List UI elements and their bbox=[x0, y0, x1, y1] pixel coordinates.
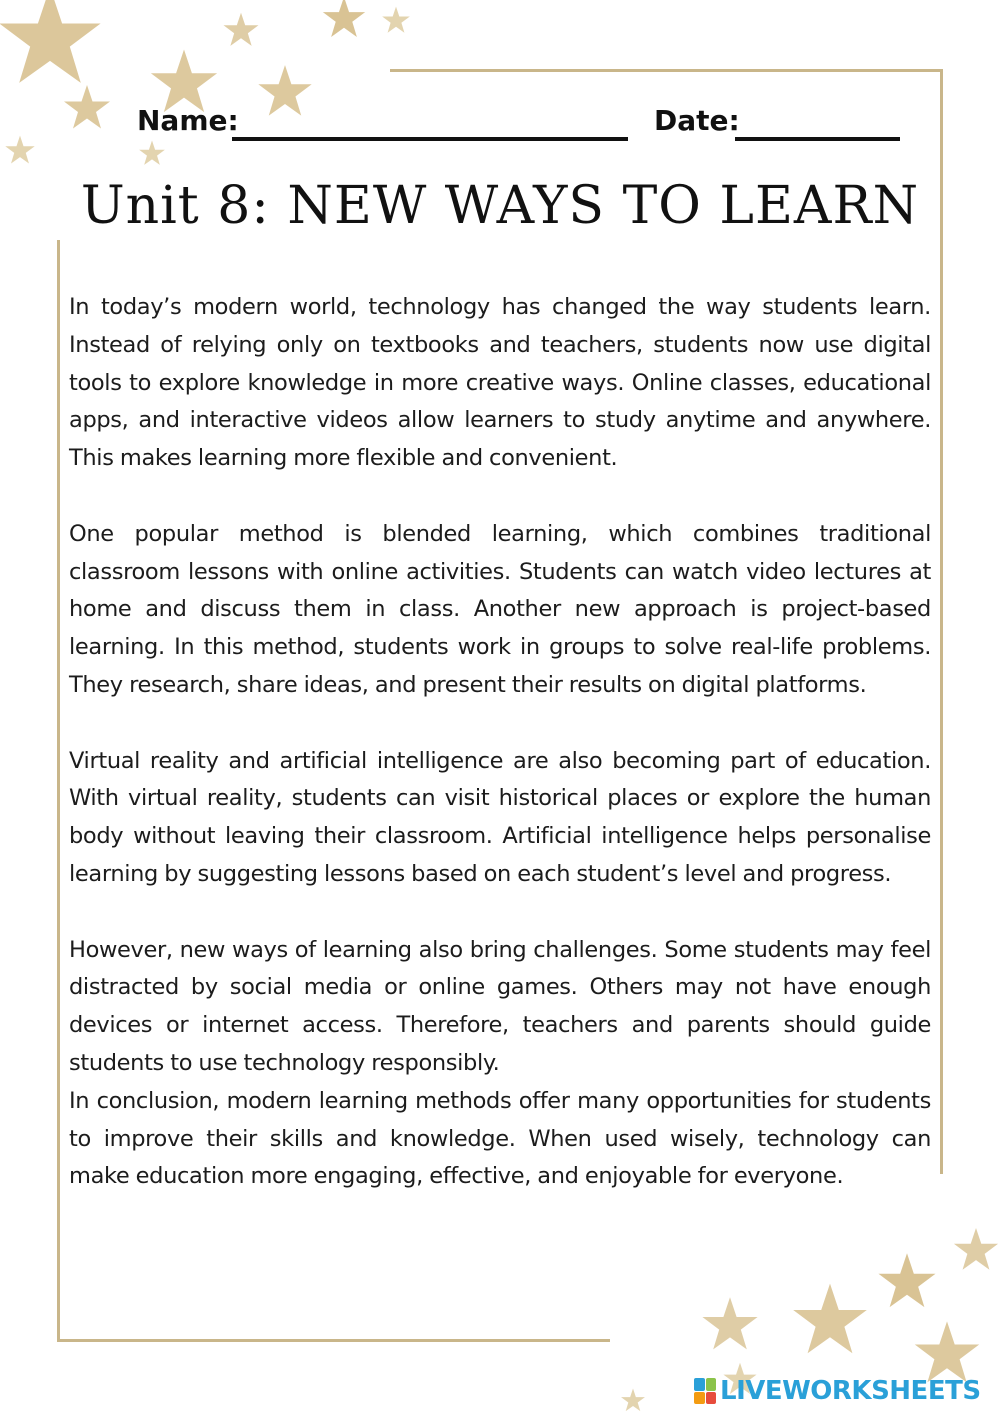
star-icon bbox=[4, 135, 36, 167]
star-icon bbox=[790, 1282, 870, 1362]
paragraph: Virtual reality and artificial intelligence are also becoming part of education. With virtual reality, students can visit historical places or explore the human body without leaving their classroom. Artificial intelligence helps personalise learning by suggesting lessons based on each student’s level and progress. bbox=[69, 747, 931, 887]
reading-passage bbox=[69, 289, 931, 1196]
star-icon bbox=[321, 0, 367, 42]
star-icon bbox=[620, 1388, 646, 1414]
star-icon bbox=[700, 1296, 760, 1356]
date-label: Date: bbox=[654, 104, 740, 137]
name-label: Name: bbox=[137, 104, 239, 137]
star-icon bbox=[0, 0, 105, 95]
paragraph: In today’s modern world, technology has changed the way students learn. Instead of relying only on textbooks and teachers, students now use digital tools to explore knowledge in more creative ways. Online classes, educational apps, and interactive videos allow learners to study anytime and anywhere. This makes learning more flexible and convenient. bbox=[69, 294, 931, 472]
frame-bottom bbox=[57, 1339, 610, 1342]
star-icon bbox=[381, 6, 411, 36]
paragraph: However, new ways of learning also bring challenges. Some students may feel distracted by social media or online games. Others may not have enough devices or internet access. Therefore, teachers and parents should guide students to use technology responsibly. bbox=[69, 936, 931, 1076]
star-icon bbox=[222, 12, 260, 50]
star-icon bbox=[876, 1252, 938, 1314]
paragraph: In conclusion, modern learning methods offer many opportunities for students to improve their skills and knowledge. When used wisely, technology can make education more engaging, effective, and enjoyable for everyone. bbox=[69, 1087, 931, 1190]
paragraph: One popular method is blended learning, which combines traditional classroom lessons with online activities. Students can watch video lectures at home and discuss them in class. Another new approach is project-based learning. In this method, students work in groups to solve real-life problems. They research, share ideas, and present their results on digital platforms. bbox=[69, 520, 931, 698]
star-icon bbox=[138, 140, 166, 168]
name-field[interactable] bbox=[232, 137, 628, 141]
liveworksheets-logo bbox=[694, 1376, 981, 1406]
name-date-row bbox=[137, 104, 907, 144]
frame-left bbox=[57, 240, 60, 1341]
logo-text: LIVEWORKSHEETS bbox=[720, 1376, 981, 1406]
page-title: Unit 8: NEW WAYS TO LEARN bbox=[80, 176, 920, 236]
date-field[interactable] bbox=[735, 137, 900, 141]
star-icon bbox=[62, 84, 112, 134]
logo-mark-icon bbox=[694, 1378, 716, 1404]
star-icon bbox=[952, 1227, 1000, 1275]
frame-top bbox=[390, 69, 943, 72]
